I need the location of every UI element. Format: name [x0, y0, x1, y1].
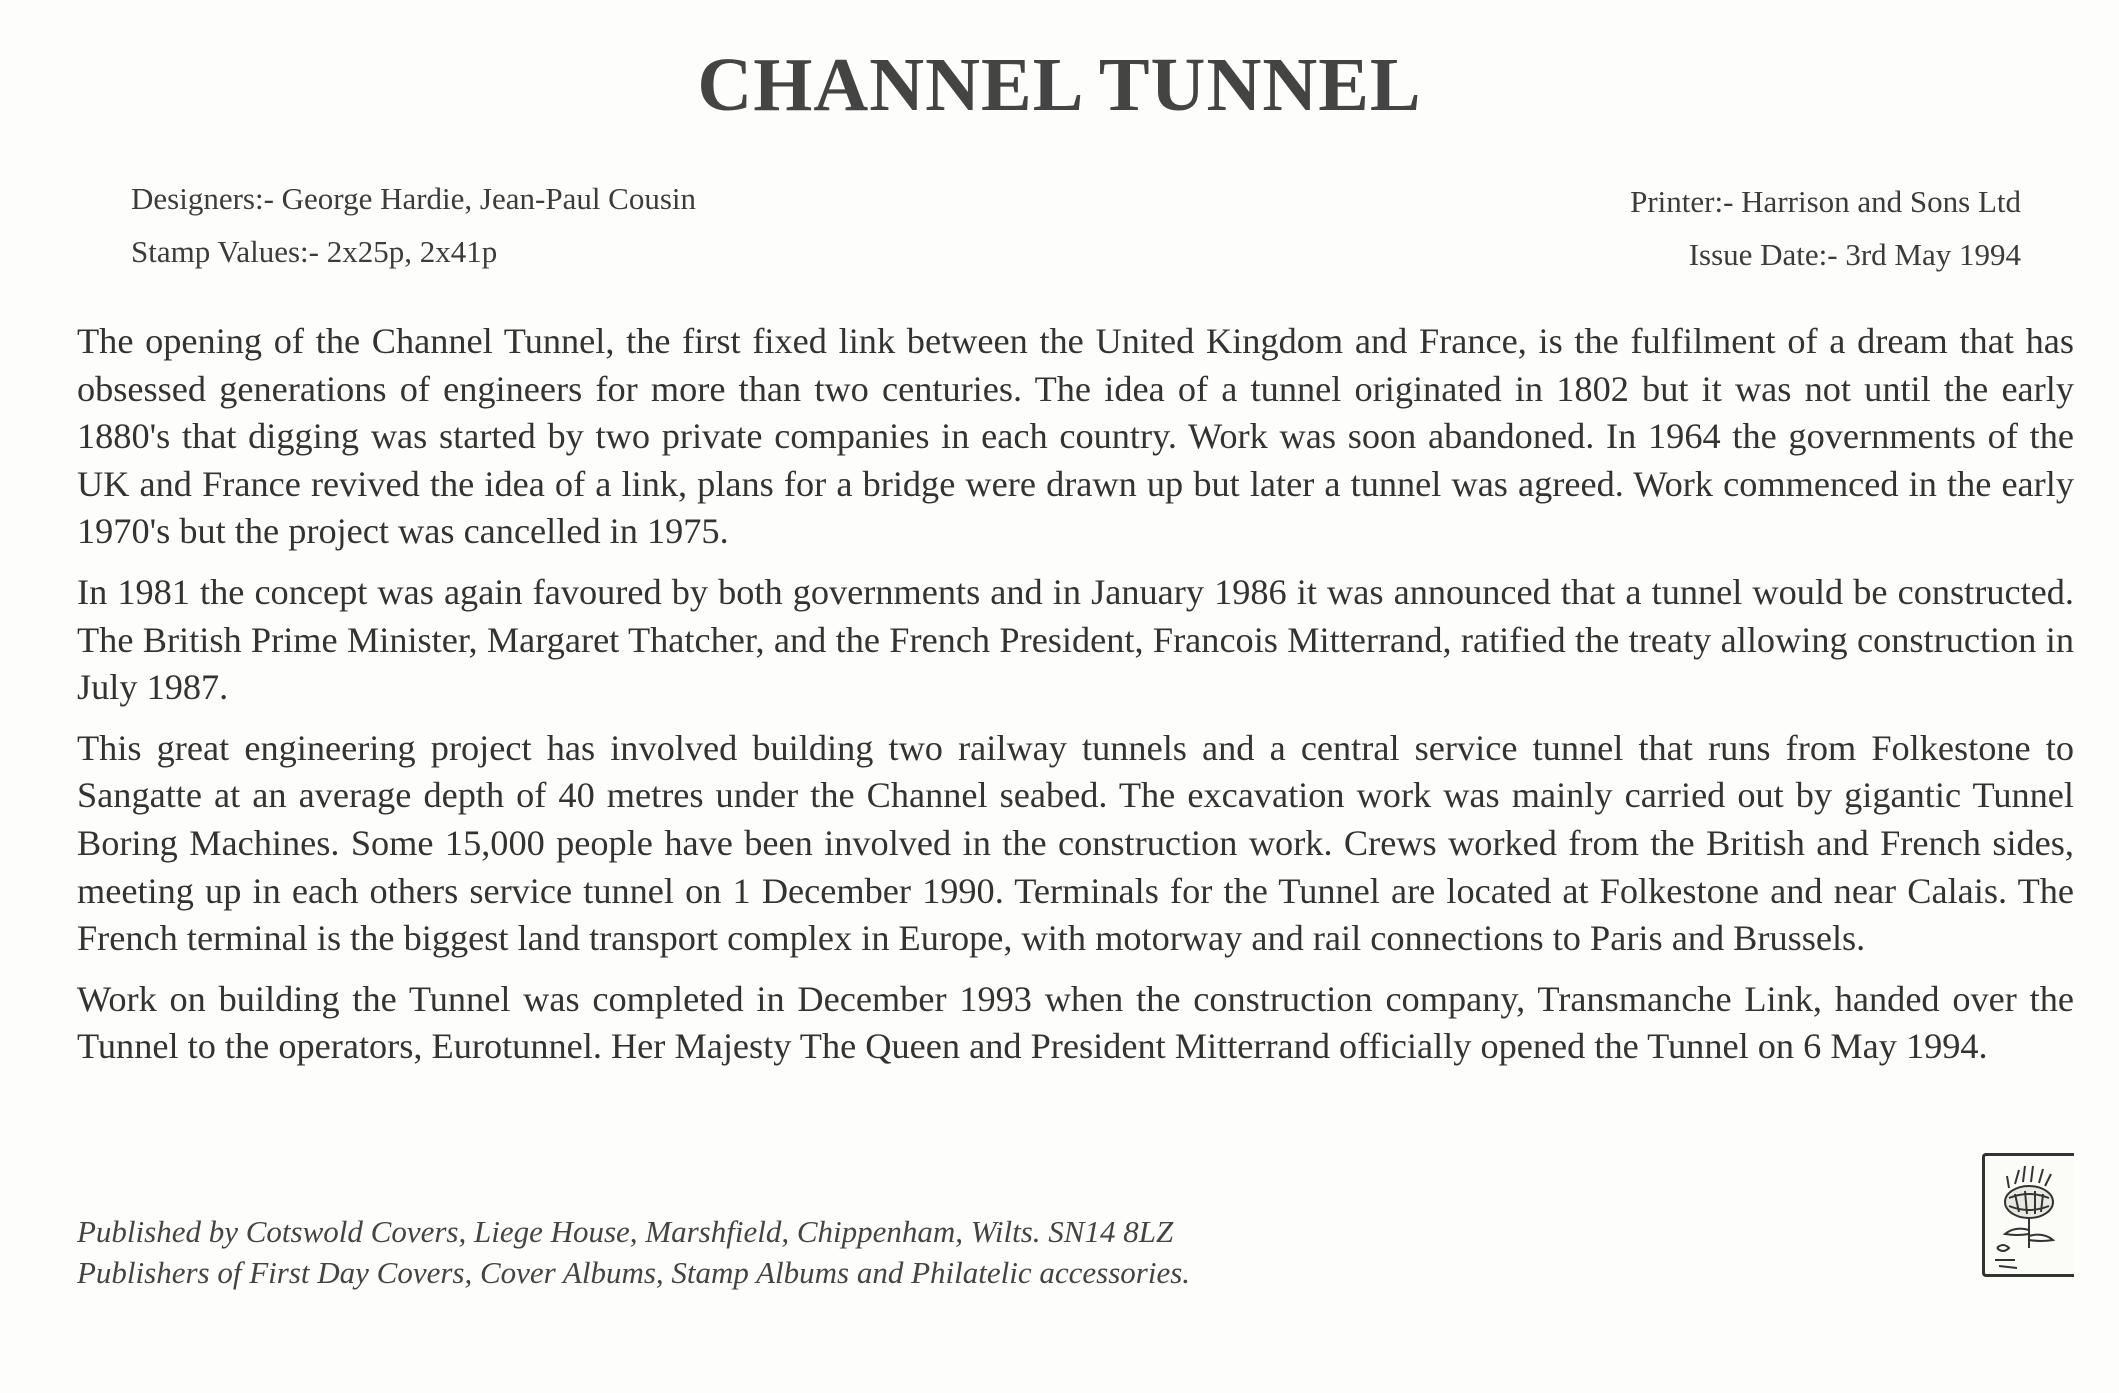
paragraph-2: In 1981 the concept was again favoured by both governments and in January 1986 it was announced that a tunnel would be constructed. The British Prime Minister, Margaret Thatcher, and the French President, Francois Mitterrand, ratified the treaty allowing construction in July 1987. — [77, 571, 2074, 708]
credits-left — [131, 172, 696, 278]
publisher-address: Published by Cotswold Covers, Liege House, Marshfield, Chippenham, Wilts. SN14 8LZ — [77, 1214, 1174, 1249]
stamp-values-line: Stamp Values:- 2x25p, 2x41p — [131, 234, 498, 269]
page-title: CHANNEL TUNNEL — [697, 43, 1422, 127]
credits-right — [1630, 175, 2021, 281]
article-body — [77, 318, 2074, 1084]
designers-line: Designers:- George Hardie, Jean-Paul Cousin — [131, 181, 697, 216]
paragraph-3: This great engineering project has involved building two railway tunnels and a central service tunnel that runs from Folkestone to Sangatte at an average depth of 40 metres under the Channel seabed. The excavation work was mainly carried out by gigantic Tunnel Boring Machines. Some 15,000 people have been involved in the construction work. Crews worked from the British and French sides, meeting up in each others service tunnel on 1 December 1990. Terminals for the Tunnel are located at Folkestone and near Calais. The French terminal is the biggest land transport complex in Europe, with motorway and rail connections to Paris and Brussels. — [77, 727, 2074, 959]
issue-date-line: Issue Date:- 3rd May 1994 — [1688, 237, 2021, 272]
publisher-tagline: Publishers of First Day Covers, Cover Albums, Stamp Albums and Philatelic accessories. — [77, 1255, 1191, 1290]
paragraph-4: Work on building the Tunnel was completed in December 1993 when the construction company, Transmanche Link, handed over the Tunnel to the operators, Eurotunnel. Her Majesty The Queen and President Mitterrand officially opened the Tunnel on 6 May 1994. — [77, 978, 2074, 1067]
printer-line: Printer:- Harrison and Sons Ltd — [1630, 184, 2021, 219]
paragraph-1: The opening of the Channel Tunnel, the first fixed link between the United Kingdom and France, is the fulfilment of a dream that has obsessed generations of engineers for more than two centuries. The idea of a tunnel originated in 1802 but it was not until the early 1880's that digging was started by two private companies in each country. Work was soon abandoned. In 1964 the governments of the UK and France revived the idea of a link, plans for a bridge were drawn up but later a tunnel was agreed. Work commenced in the early 1970's but the project was cancelled in 1975. — [77, 321, 2074, 552]
thistle-emblem-icon — [1982, 1153, 2074, 1277]
publisher-footer — [77, 1211, 1190, 1293]
